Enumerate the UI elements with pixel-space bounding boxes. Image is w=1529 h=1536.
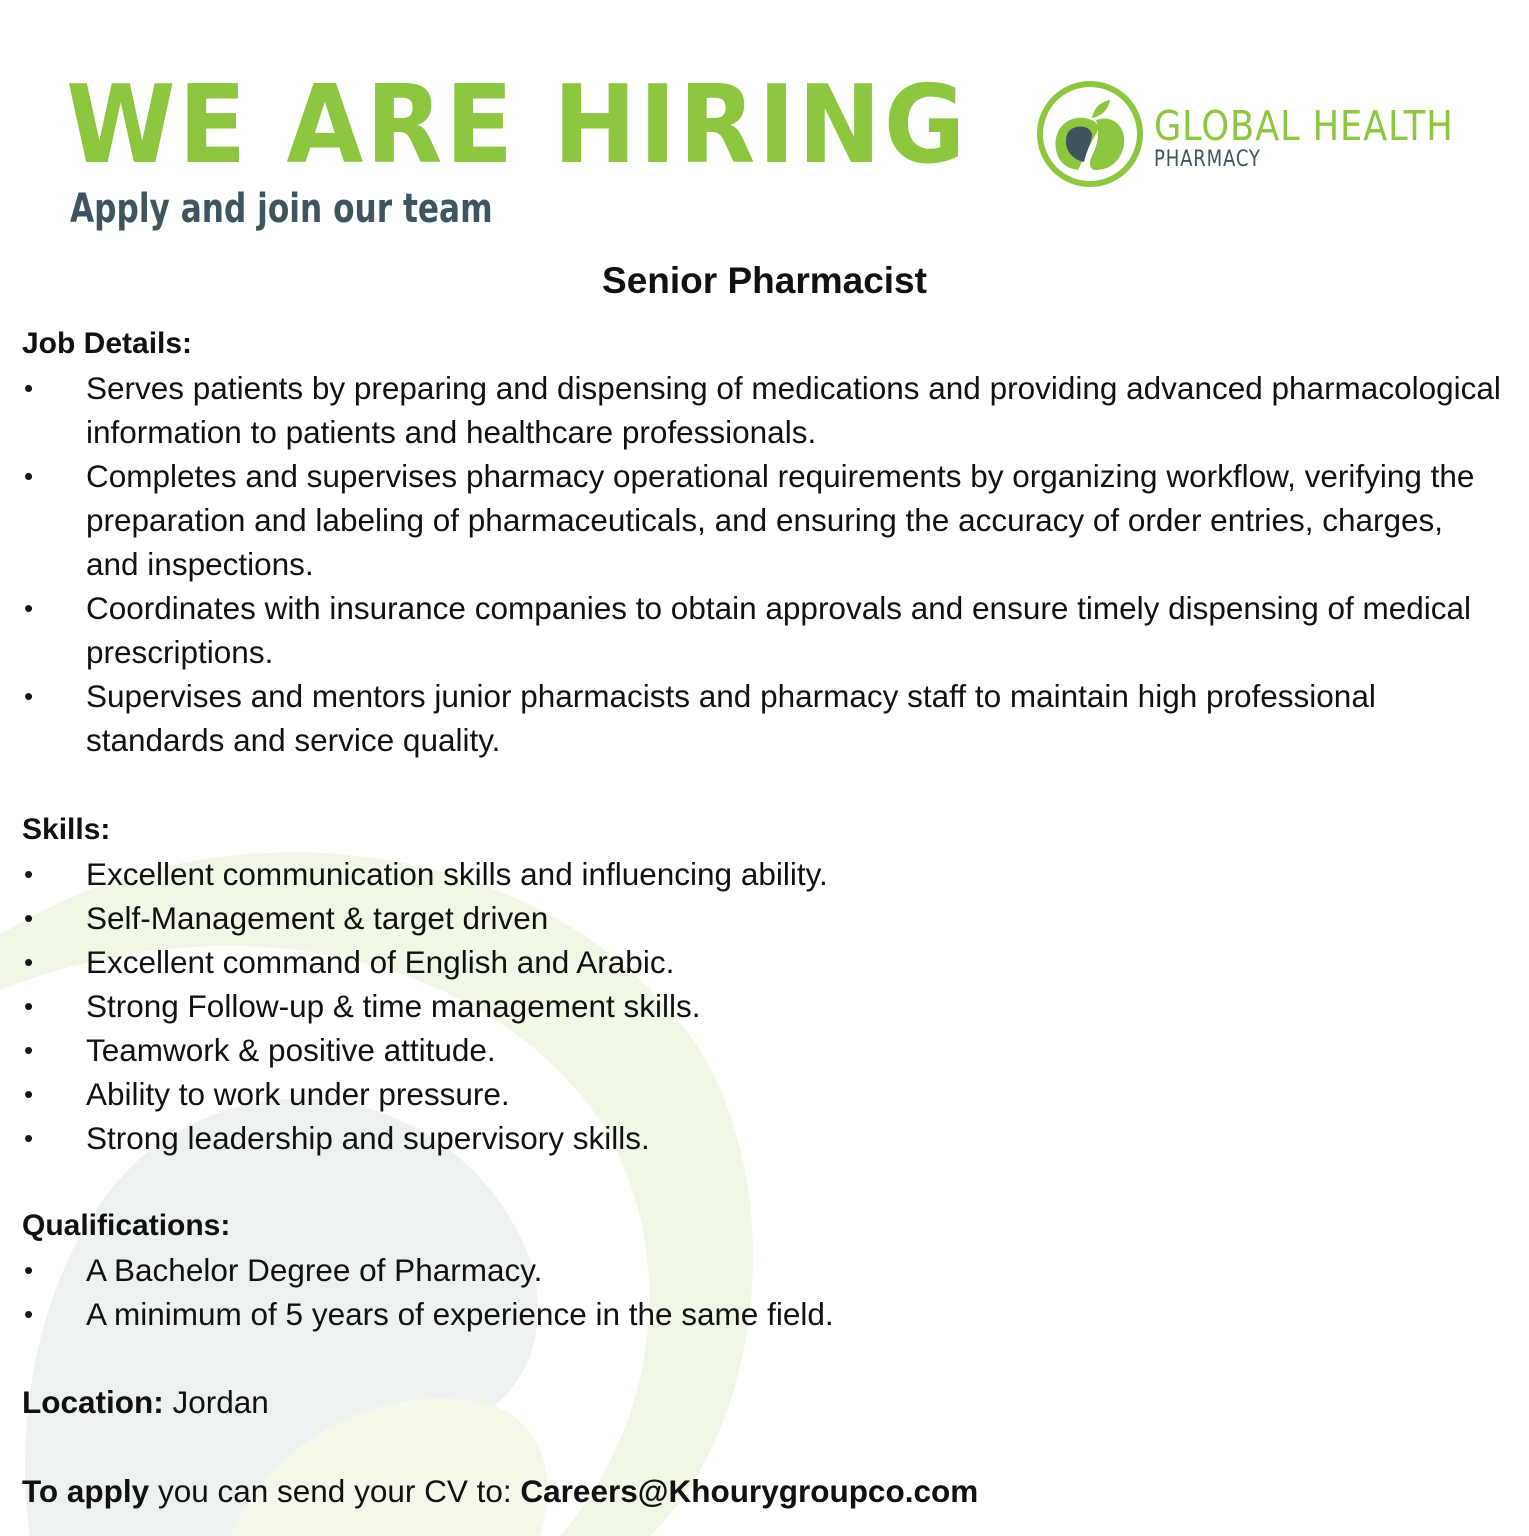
logo-company-subtitle: PHARMACY [1154, 147, 1261, 172]
bullet-icon: • [24, 373, 34, 403]
list-item [22, 1072, 1502, 1116]
bullet-icon: • [24, 1299, 34, 1329]
bullet-icon: • [24, 947, 34, 977]
list-item-text: Ability to work under pressure. [86, 1076, 510, 1112]
qualifications-heading: Qualifications: [22, 1209, 231, 1242]
list-item-text: Strong Follow-up & time management skills. [86, 988, 701, 1024]
apple-leaf-icon [1034, 78, 1146, 190]
list-item [22, 586, 1502, 674]
bullet-icon: • [24, 991, 34, 1021]
list-item [22, 896, 1502, 940]
bullet-icon: • [24, 1079, 34, 1109]
location-value: Jordan [172, 1384, 269, 1420]
location-label: Location: [22, 1384, 164, 1420]
list-item [22, 454, 1502, 586]
list-item-text: Self-Management & target driven [86, 900, 549, 936]
skills-list [22, 852, 1502, 1160]
list-item [22, 674, 1502, 762]
list-item [22, 1292, 1502, 1336]
apply-email: Careers@Khourygroupco.com [520, 1473, 979, 1509]
list-item-text: Serves patients by preparing and dispensing of medications and providing advanced pharmacological information to patients and healthcare professionals. [86, 370, 1501, 450]
list-item-text: Excellent communication skills and influencing ability. [86, 856, 828, 892]
list-item-text: A Bachelor Degree of Pharmacy. [86, 1252, 543, 1288]
list-item [22, 940, 1502, 984]
list-item-text: Supervises and mentors junior pharmacists and pharmacy staff to maintain high professional standards and service quality. [86, 678, 1376, 758]
list-item [22, 1116, 1502, 1160]
list-item [22, 1248, 1502, 1292]
logo-company-name: GLOBAL HEALTH [1154, 102, 1454, 150]
skills-section [22, 808, 1502, 1160]
list-item-text: Teamwork & positive attitude. [86, 1032, 496, 1068]
list-item [22, 852, 1502, 896]
bullet-icon: • [24, 681, 34, 711]
bullet-icon: • [24, 461, 34, 491]
list-item-text: A minimum of 5 years of experience in the same field. [86, 1296, 834, 1332]
list-item [22, 366, 1502, 454]
job-details-heading: Job Details: [22, 327, 193, 360]
list-item-text: Coordinates with insurance companies to obtain approvals and ensure timely dispensing of medical prescriptions. [86, 590, 1472, 670]
list-item [22, 1028, 1502, 1072]
bullet-icon: • [24, 859, 34, 889]
bullet-icon: • [24, 1255, 34, 1285]
apply-lead: To apply [22, 1473, 150, 1509]
job-title: Senior Pharmacist [602, 260, 927, 301]
bullet-icon: • [24, 1123, 34, 1153]
apply-line [22, 1469, 978, 1513]
qualifications-section [22, 1204, 1502, 1336]
location-line [22, 1380, 269, 1424]
bullet-icon: • [24, 903, 34, 933]
apply-text: you can send your CV to: [157, 1473, 512, 1509]
skills-heading: Skills: [22, 813, 111, 846]
qualifications-list [22, 1248, 1502, 1336]
job-details-list [22, 366, 1502, 762]
list-item [22, 984, 1502, 1028]
list-item-text: Strong leadership and supervisory skills. [86, 1120, 650, 1156]
hiring-headline: WE ARE HIRING [66, 63, 969, 188]
hiring-subheadline: Apply and join our team [70, 186, 493, 232]
job-details-section [22, 322, 1502, 762]
bullet-icon: • [24, 593, 34, 623]
bullet-icon: • [24, 1035, 34, 1065]
list-item-text: Completes and supervises pharmacy operational requirements by organizing workflow, verifying the preparation and labeling of pharmaceuticals, and ensuring the accuracy of order entries, charges, and inspections. [86, 458, 1475, 582]
list-item-text: Excellent command of English and Arabic. [86, 944, 675, 980]
company-logo [1034, 78, 1474, 193]
